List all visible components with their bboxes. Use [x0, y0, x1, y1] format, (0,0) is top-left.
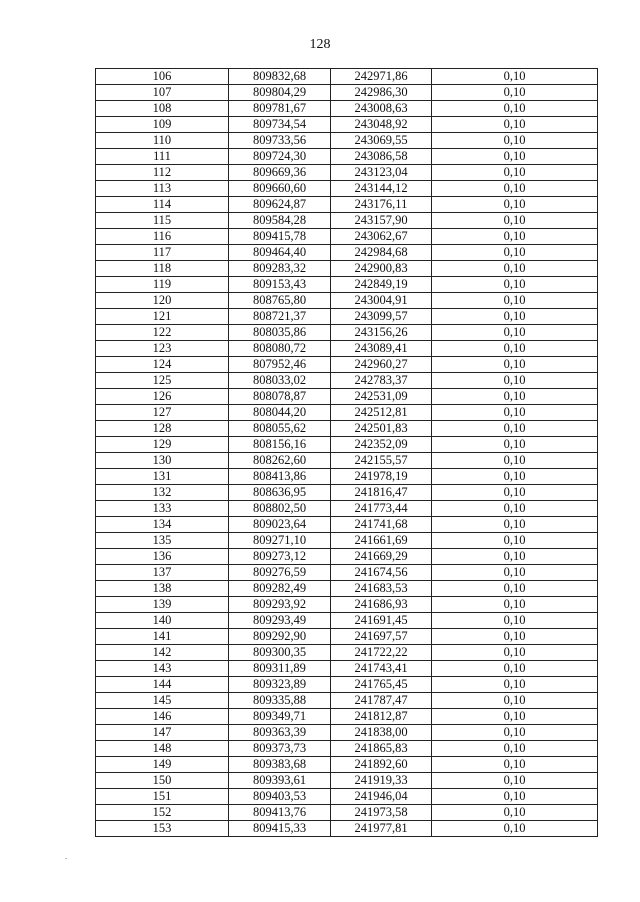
x-coordinate-cell: 809413,76 — [229, 805, 331, 821]
x-coordinate-cell: 809153,43 — [229, 277, 331, 293]
y-coordinate-cell: 242986,30 — [331, 85, 432, 101]
y-coordinate-cell: 243069,55 — [331, 133, 432, 149]
x-coordinate-cell: 809273,12 — [229, 549, 331, 565]
y-coordinate-cell: 241765,45 — [331, 677, 432, 693]
error-cell: 0,10 — [432, 213, 598, 229]
error-cell: 0,10 — [432, 293, 598, 309]
table-row — [96, 85, 598, 101]
table-row — [96, 821, 598, 837]
x-coordinate-cell: 809293,49 — [229, 613, 331, 629]
table-row — [96, 453, 598, 469]
error-cell: 0,10 — [432, 709, 598, 725]
y-coordinate-cell: 241892,60 — [331, 757, 432, 773]
error-cell: 0,10 — [432, 357, 598, 373]
table-row — [96, 517, 598, 533]
x-coordinate-cell: 809804,29 — [229, 85, 331, 101]
error-cell: 0,10 — [432, 725, 598, 741]
x-coordinate-cell: 809403,53 — [229, 789, 331, 805]
y-coordinate-cell: 243099,57 — [331, 309, 432, 325]
coordinates-table-body — [96, 69, 598, 837]
y-coordinate-cell: 243157,90 — [331, 213, 432, 229]
table-row — [96, 693, 598, 709]
point-number-cell: 109 — [96, 117, 229, 133]
table-row — [96, 357, 598, 373]
point-number-cell: 144 — [96, 677, 229, 693]
point-number-cell: 111 — [96, 149, 229, 165]
error-cell: 0,10 — [432, 789, 598, 805]
error-cell: 0,10 — [432, 69, 598, 85]
x-coordinate-cell: 809283,32 — [229, 261, 331, 277]
x-coordinate-cell: 809669,36 — [229, 165, 331, 181]
point-number-cell: 119 — [96, 277, 229, 293]
point-number-cell: 138 — [96, 581, 229, 597]
x-coordinate-cell: 808721,37 — [229, 309, 331, 325]
point-number-cell: 123 — [96, 341, 229, 357]
table-row — [96, 165, 598, 181]
y-coordinate-cell: 242531,09 — [331, 389, 432, 405]
x-coordinate-cell: 809293,92 — [229, 597, 331, 613]
point-number-cell: 151 — [96, 789, 229, 805]
table-row — [96, 117, 598, 133]
table-row — [96, 133, 598, 149]
point-number-cell: 145 — [96, 693, 229, 709]
point-number-cell: 124 — [96, 357, 229, 373]
scan-speck — [65, 858, 67, 859]
x-coordinate-cell: 808156,16 — [229, 437, 331, 453]
point-number-cell: 152 — [96, 805, 229, 821]
x-coordinate-cell: 809023,64 — [229, 517, 331, 533]
y-coordinate-cell: 243144,12 — [331, 181, 432, 197]
y-coordinate-cell: 241697,57 — [331, 629, 432, 645]
table-row — [96, 725, 598, 741]
x-coordinate-cell: 809349,71 — [229, 709, 331, 725]
error-cell: 0,10 — [432, 309, 598, 325]
point-number-cell: 141 — [96, 629, 229, 645]
x-coordinate-cell: 808636,95 — [229, 485, 331, 501]
error-cell: 0,10 — [432, 453, 598, 469]
table-row — [96, 69, 598, 85]
error-cell: 0,10 — [432, 677, 598, 693]
x-coordinate-cell: 809363,39 — [229, 725, 331, 741]
x-coordinate-cell: 809734,54 — [229, 117, 331, 133]
error-cell: 0,10 — [432, 485, 598, 501]
y-coordinate-cell: 241977,81 — [331, 821, 432, 837]
point-number-cell: 146 — [96, 709, 229, 725]
error-cell: 0,10 — [432, 245, 598, 261]
error-cell: 0,10 — [432, 629, 598, 645]
x-coordinate-cell: 809373,73 — [229, 741, 331, 757]
error-cell: 0,10 — [432, 661, 598, 677]
table-row — [96, 405, 598, 421]
x-coordinate-cell: 808802,50 — [229, 501, 331, 517]
y-coordinate-cell: 243086,58 — [331, 149, 432, 165]
error-cell: 0,10 — [432, 117, 598, 133]
point-number-cell: 112 — [96, 165, 229, 181]
x-coordinate-cell: 807952,46 — [229, 357, 331, 373]
x-coordinate-cell: 809271,10 — [229, 533, 331, 549]
error-cell: 0,10 — [432, 421, 598, 437]
y-coordinate-cell: 241741,68 — [331, 517, 432, 533]
table-row — [96, 661, 598, 677]
y-coordinate-cell: 241743,41 — [331, 661, 432, 677]
point-number-cell: 120 — [96, 293, 229, 309]
y-coordinate-cell: 241669,29 — [331, 549, 432, 565]
error-cell: 0,10 — [432, 133, 598, 149]
x-coordinate-cell: 809415,33 — [229, 821, 331, 837]
coordinates-table — [95, 68, 598, 837]
table-row — [96, 181, 598, 197]
y-coordinate-cell: 243123,04 — [331, 165, 432, 181]
error-cell: 0,10 — [432, 325, 598, 341]
x-coordinate-cell: 808044,20 — [229, 405, 331, 421]
y-coordinate-cell: 241919,33 — [331, 773, 432, 789]
table-row — [96, 709, 598, 725]
error-cell: 0,10 — [432, 181, 598, 197]
table-row — [96, 549, 598, 565]
y-coordinate-cell: 243004,91 — [331, 293, 432, 309]
point-number-cell: 149 — [96, 757, 229, 773]
error-cell: 0,10 — [432, 549, 598, 565]
error-cell: 0,10 — [432, 741, 598, 757]
point-number-cell: 150 — [96, 773, 229, 789]
y-coordinate-cell: 242352,09 — [331, 437, 432, 453]
page-number: 128 — [309, 37, 331, 52]
x-coordinate-cell: 808033,02 — [229, 373, 331, 389]
x-coordinate-cell: 809282,49 — [229, 581, 331, 597]
error-cell: 0,10 — [432, 229, 598, 245]
error-cell: 0,10 — [432, 805, 598, 821]
table-row — [96, 421, 598, 437]
table-row — [96, 773, 598, 789]
y-coordinate-cell: 243008,63 — [331, 101, 432, 117]
x-coordinate-cell: 809393,61 — [229, 773, 331, 789]
x-coordinate-cell: 809624,87 — [229, 197, 331, 213]
y-coordinate-cell: 242783,37 — [331, 373, 432, 389]
point-number-cell: 107 — [96, 85, 229, 101]
y-coordinate-cell: 241973,58 — [331, 805, 432, 821]
x-coordinate-cell: 808262,60 — [229, 453, 331, 469]
point-number-cell: 148 — [96, 741, 229, 757]
point-number-cell: 121 — [96, 309, 229, 325]
point-number-cell: 122 — [96, 325, 229, 341]
y-coordinate-cell: 242849,19 — [331, 277, 432, 293]
y-coordinate-cell: 242984,68 — [331, 245, 432, 261]
error-cell: 0,10 — [432, 773, 598, 789]
point-number-cell: 117 — [96, 245, 229, 261]
table-row — [96, 645, 598, 661]
point-number-cell: 114 — [96, 197, 229, 213]
error-cell: 0,10 — [432, 149, 598, 165]
point-number-cell: 147 — [96, 725, 229, 741]
y-coordinate-cell: 242971,86 — [331, 69, 432, 85]
table-row — [96, 245, 598, 261]
error-cell: 0,10 — [432, 277, 598, 293]
y-coordinate-cell: 241661,69 — [331, 533, 432, 549]
error-cell: 0,10 — [432, 565, 598, 581]
error-cell: 0,10 — [432, 501, 598, 517]
error-cell: 0,10 — [432, 517, 598, 533]
point-number-cell: 106 — [96, 69, 229, 85]
point-number-cell: 108 — [96, 101, 229, 117]
table-row — [96, 805, 598, 821]
point-number-cell: 126 — [96, 389, 229, 405]
table-row — [96, 277, 598, 293]
x-coordinate-cell: 809383,68 — [229, 757, 331, 773]
error-cell: 0,10 — [432, 693, 598, 709]
error-cell: 0,10 — [432, 613, 598, 629]
y-coordinate-cell: 243089,41 — [331, 341, 432, 357]
table-row — [96, 213, 598, 229]
y-coordinate-cell: 241865,83 — [331, 741, 432, 757]
y-coordinate-cell: 242512,81 — [331, 405, 432, 421]
table-row — [96, 629, 598, 645]
y-coordinate-cell: 241816,47 — [331, 485, 432, 501]
table-row — [96, 325, 598, 341]
point-number-cell: 118 — [96, 261, 229, 277]
x-coordinate-cell: 809832,68 — [229, 69, 331, 85]
point-number-cell: 142 — [96, 645, 229, 661]
x-coordinate-cell: 809660,60 — [229, 181, 331, 197]
y-coordinate-cell: 242155,57 — [331, 453, 432, 469]
table-row — [96, 373, 598, 389]
table-row — [96, 341, 598, 357]
table-row — [96, 101, 598, 117]
y-coordinate-cell: 241683,53 — [331, 581, 432, 597]
table-row — [96, 293, 598, 309]
point-number-cell: 130 — [96, 453, 229, 469]
x-coordinate-cell: 809292,90 — [229, 629, 331, 645]
y-coordinate-cell: 241773,44 — [331, 501, 432, 517]
error-cell: 0,10 — [432, 597, 598, 613]
table-row — [96, 309, 598, 325]
point-number-cell: 115 — [96, 213, 229, 229]
x-coordinate-cell: 809464,40 — [229, 245, 331, 261]
table-row — [96, 581, 598, 597]
table-row — [96, 197, 598, 213]
x-coordinate-cell: 809415,78 — [229, 229, 331, 245]
error-cell: 0,10 — [432, 101, 598, 117]
table-row — [96, 389, 598, 405]
point-number-cell: 127 — [96, 405, 229, 421]
error-cell: 0,10 — [432, 581, 598, 597]
y-coordinate-cell: 242501,83 — [331, 421, 432, 437]
error-cell: 0,10 — [432, 373, 598, 389]
point-number-cell: 135 — [96, 533, 229, 549]
table-row — [96, 437, 598, 453]
y-coordinate-cell: 241674,56 — [331, 565, 432, 581]
x-coordinate-cell: 808055,62 — [229, 421, 331, 437]
error-cell: 0,10 — [432, 165, 598, 181]
table-row — [96, 469, 598, 485]
point-number-cell: 110 — [96, 133, 229, 149]
y-coordinate-cell: 243062,67 — [331, 229, 432, 245]
table-row — [96, 757, 598, 773]
table-row — [96, 741, 598, 757]
point-number-cell: 140 — [96, 613, 229, 629]
point-number-cell: 113 — [96, 181, 229, 197]
table-row — [96, 485, 598, 501]
y-coordinate-cell: 241691,45 — [331, 613, 432, 629]
error-cell: 0,10 — [432, 405, 598, 421]
y-coordinate-cell: 241978,19 — [331, 469, 432, 485]
error-cell: 0,10 — [432, 389, 598, 405]
y-coordinate-cell: 242900,83 — [331, 261, 432, 277]
x-coordinate-cell: 808035,86 — [229, 325, 331, 341]
y-coordinate-cell: 241686,93 — [331, 597, 432, 613]
table-row — [96, 501, 598, 517]
y-coordinate-cell: 241787,47 — [331, 693, 432, 709]
table-row — [96, 261, 598, 277]
table-row — [96, 229, 598, 245]
error-cell: 0,10 — [432, 821, 598, 837]
point-number-cell: 125 — [96, 373, 229, 389]
x-coordinate-cell: 809311,89 — [229, 661, 331, 677]
table-row — [96, 533, 598, 549]
x-coordinate-cell: 809335,88 — [229, 693, 331, 709]
error-cell: 0,10 — [432, 469, 598, 485]
point-number-cell: 153 — [96, 821, 229, 837]
point-number-cell: 116 — [96, 229, 229, 245]
point-number-cell: 137 — [96, 565, 229, 581]
point-number-cell: 132 — [96, 485, 229, 501]
point-number-cell: 143 — [96, 661, 229, 677]
point-number-cell: 136 — [96, 549, 229, 565]
point-number-cell: 133 — [96, 501, 229, 517]
table-row — [96, 789, 598, 805]
error-cell: 0,10 — [432, 437, 598, 453]
x-coordinate-cell: 809300,35 — [229, 645, 331, 661]
x-coordinate-cell: 809323,89 — [229, 677, 331, 693]
point-number-cell: 129 — [96, 437, 229, 453]
y-coordinate-cell: 243156,26 — [331, 325, 432, 341]
table-row — [96, 597, 598, 613]
x-coordinate-cell: 809276,59 — [229, 565, 331, 581]
table-row — [96, 565, 598, 581]
point-number-cell: 134 — [96, 517, 229, 533]
error-cell: 0,10 — [432, 261, 598, 277]
point-number-cell: 128 — [96, 421, 229, 437]
table-row — [96, 613, 598, 629]
y-coordinate-cell: 243176,11 — [331, 197, 432, 213]
x-coordinate-cell: 809724,30 — [229, 149, 331, 165]
x-coordinate-cell: 808078,87 — [229, 389, 331, 405]
x-coordinate-cell: 808765,80 — [229, 293, 331, 309]
table-row — [96, 149, 598, 165]
x-coordinate-cell: 809781,67 — [229, 101, 331, 117]
point-number-cell: 131 — [96, 469, 229, 485]
table-row — [96, 677, 598, 693]
y-coordinate-cell: 242960,27 — [331, 357, 432, 373]
y-coordinate-cell: 241812,87 — [331, 709, 432, 725]
error-cell: 0,10 — [432, 341, 598, 357]
y-coordinate-cell: 241838,00 — [331, 725, 432, 741]
error-cell: 0,10 — [432, 197, 598, 213]
x-coordinate-cell: 808080,72 — [229, 341, 331, 357]
error-cell: 0,10 — [432, 757, 598, 773]
error-cell: 0,10 — [432, 85, 598, 101]
y-coordinate-cell: 243048,92 — [331, 117, 432, 133]
y-coordinate-cell: 241946,04 — [331, 789, 432, 805]
error-cell: 0,10 — [432, 645, 598, 661]
x-coordinate-cell: 808413,86 — [229, 469, 331, 485]
y-coordinate-cell: 241722,22 — [331, 645, 432, 661]
point-number-cell: 139 — [96, 597, 229, 613]
x-coordinate-cell: 809584,28 — [229, 213, 331, 229]
x-coordinate-cell: 809733,56 — [229, 133, 331, 149]
error-cell: 0,10 — [432, 533, 598, 549]
